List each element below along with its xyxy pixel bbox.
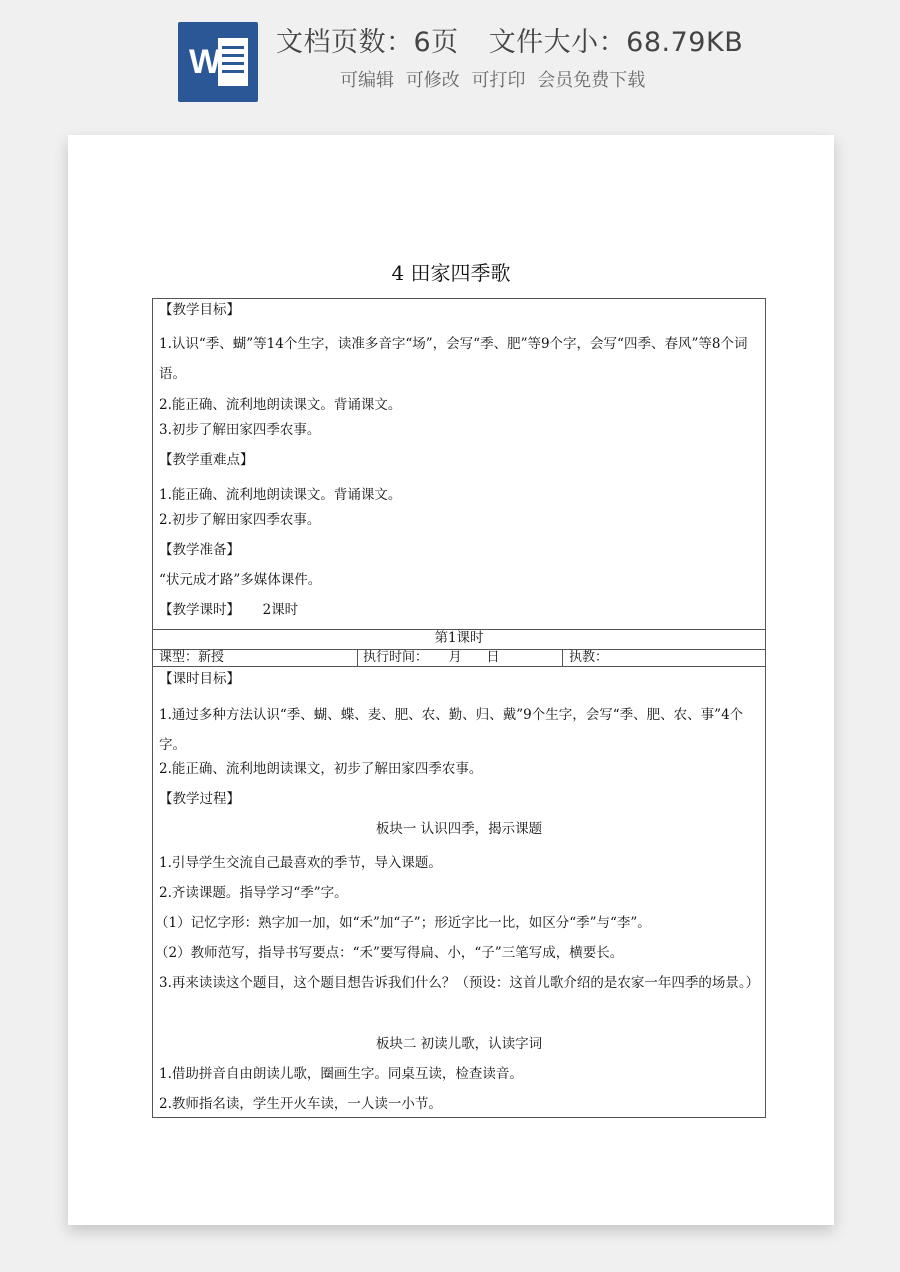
page-count-label: 文档页数：6页: [276, 27, 459, 58]
preparation-text: “状元成才路”多媒体课件。: [159, 572, 322, 588]
process-item: 1.引导学生交流自己最喜欢的季节，导入课题。: [159, 855, 442, 871]
key-points-heading: 【教学重难点】: [159, 452, 254, 468]
process-item: （1）记忆字形：熟字加一加，如“禾”加“子”；形近字比一比，如区分“季”与“李”。: [155, 915, 651, 931]
lesson-plan-table: [152, 298, 766, 1118]
word-icon-line: [222, 70, 244, 73]
document-page: [68, 135, 834, 1225]
block1-title: 板块一 认识四季，揭示课题: [375, 821, 543, 837]
feature-printable: 可打印: [471, 70, 526, 91]
word-icon-line: [222, 62, 244, 65]
lesson-goals-heading: 【课时目标】: [159, 671, 240, 687]
process-item: （2）教师范写，指导书写要点：“禾”要写得扁、小，“子”三笔写成，横要长。: [155, 945, 624, 961]
word-icon-line: [222, 54, 244, 57]
word-icon: [178, 22, 258, 102]
feature-list: [340, 66, 645, 92]
cell-divider: [562, 650, 563, 666]
key-point-item: 1.能正确、流利地朗读课文。背诵课文。: [159, 487, 402, 503]
banner-title: [276, 20, 743, 59]
file-size-label: 文件大小：68.79KB: [488, 27, 744, 58]
class-hours-value: 2课时: [262, 602, 299, 618]
process-item: 2.齐读课题。指导学习“季”字。: [159, 885, 348, 901]
class-hours-heading: 【教学课时】: [159, 602, 240, 618]
class-hours-row: [159, 596, 761, 624]
teacher-label: 执教：: [569, 650, 609, 665]
feature-member-free: 会员免费下载: [537, 70, 646, 91]
key-point-item: 2.初步了解田家四季农事。: [159, 512, 321, 528]
execution-time: 执行时间： 月 日: [363, 650, 500, 665]
goals-heading: 【教学目标】: [159, 302, 240, 318]
lesson-meta-row: [153, 650, 765, 666]
block2-title: 板块二 初读儿歌，认读字词: [375, 1036, 543, 1052]
lesson-title: 第1课时: [434, 630, 484, 646]
document-title: 4 田家四季歌: [391, 261, 511, 285]
download-banner: [0, 0, 900, 120]
feature-editable: 可编辑: [340, 70, 394, 91]
preparation-heading: 【教学准备】: [159, 542, 240, 558]
word-icon-line: [222, 46, 244, 49]
feature-modifiable: 可修改: [405, 70, 460, 91]
process-item: 3.再来读读这个题目，这个题目想告诉我们什么？（预设：这首儿歌介绍的是农家一年四季的场景。）: [159, 975, 760, 991]
lesson-type: 课型：新授: [159, 650, 225, 665]
process-heading: 【教学过程】: [159, 791, 240, 807]
lesson-goal-item: 2.能正确、流利地朗读课文，初步了解田家四季农事。: [159, 761, 483, 777]
process-item: 2.教师指名读，学生开火车读，一人读一小节。: [159, 1096, 442, 1112]
goal-item: 2.能正确、流利地朗读课文。背诵课文。: [159, 397, 402, 413]
cell-divider: [357, 650, 358, 666]
goal-item: 1.认识“季、蝴”等14个生字，读准多音字“场”，会写“季、肥”等9个字，会写“四季、春风”等8个词语。: [159, 336, 748, 382]
process-item: 1.借助拼音自由朗读儿歌，圈画生字。同桌互读，检查读音。: [159, 1066, 523, 1082]
goal-item: 3.初步了解田家四季农事。: [159, 422, 321, 438]
lesson-goal-item: 1.通过多种方法认识“季、蝴、蝶、麦、肥、农、勤、归、戴”9个生字，会写“季、肥、农、事”4个字。: [159, 707, 744, 753]
word-icon-letter: W: [188, 43, 222, 81]
